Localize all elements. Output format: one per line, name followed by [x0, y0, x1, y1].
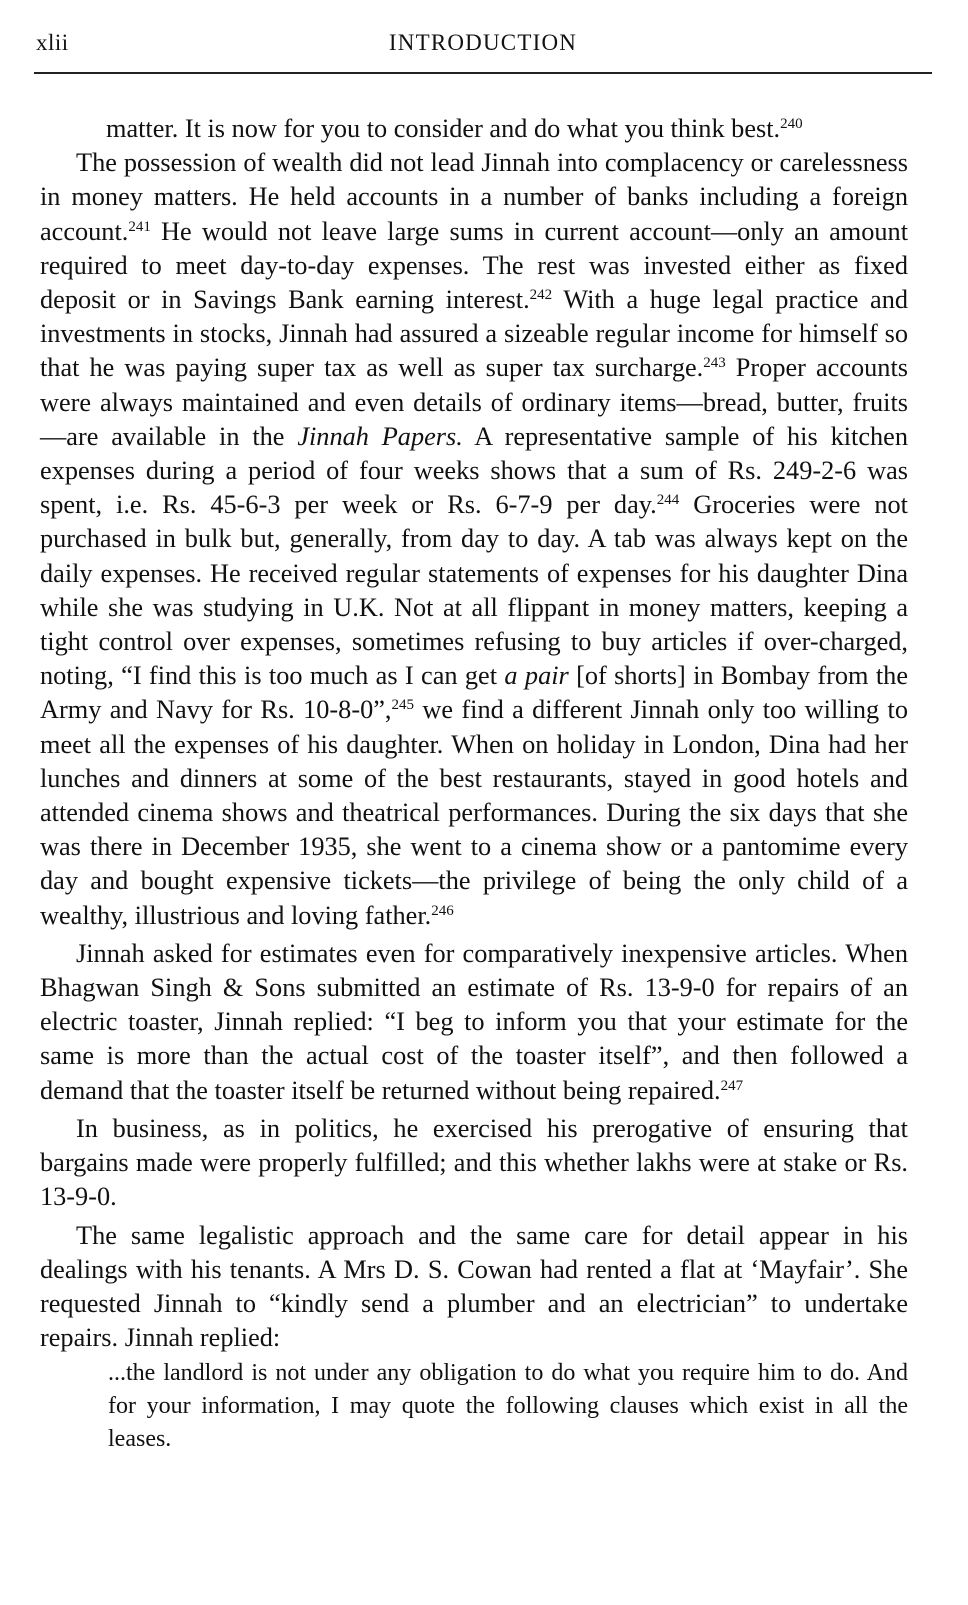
text-run: A representative sample of his kitchen expenses during a period of four weeks shows that a sum of Rs. 249-2-6 was spent, i.e. Rs. 45-6-3 per week or Rs. 6-7-9 per day. [40, 421, 908, 520]
text-run: we find a different Jinnah only too willing to meet all the expenses of his daughter. When on holiday in London, Dina had her lunches and dinners at some of the best restaurants, stayed in good hotels and attended cinema shows and theatrical performances. During the six days that she was there in December 1935, she went to a cinema show or a pantomime every day and bought expensive tickets—the privilege of being the only child of a wealthy, illustrious and loving father. [40, 695, 909, 930]
page-body [40, 112, 908, 1456]
text-run: matter. It is now for you to consider and do what you think best. [106, 114, 781, 143]
footnote-ref: 240 [780, 116, 803, 132]
text-run: ...the landlord is not under any obligation to do what you require him to do. And for your information, I may quote the following clauses which exist in all the leases. [108, 1360, 908, 1453]
running-title: INTRODUCTION [388, 30, 578, 55]
text-run: Groceries were not purchased in bulk but, generally, from day to day. A tab was always kept on the daily expenses. He received regular statements of expenses for his daughter Dina while she was studying in U.K. Not at all flippant in money matters, keeping a tight control over expenses, sometimes refusing to buy articles if over-charged, noting, “I find this is too much as I can get [40, 490, 908, 691]
footnote-ref: 244 [656, 492, 680, 509]
footnote-ref: 245 [391, 697, 414, 714]
block-quote-text [108, 1357, 908, 1456]
body-paragraph [40, 1112, 908, 1215]
page-number: xlii [36, 30, 69, 55]
footnote-ref: 243 [703, 355, 726, 372]
italic-text: Jinnah Papers. [297, 421, 463, 451]
text-run: He would not leave large sums in current account—only an amount required to meet day-to-day expenses. The rest was invested either as fixed deposit or in Savings Bank earning interest. [40, 216, 908, 315]
text-run: Proper accounts were always maintained and even details of ordinary items—bread, butter, fruits—are available in the [40, 353, 908, 451]
body-paragraph [40, 1219, 908, 1356]
text-run: Jinnah asked for estimates even for comparatively inexpensive articles. When Bhagwan Singh & Sons submitted an estimate of Rs. 13-9-0 for repairs of an electric toaster, Jinnah replied: “I beg to inform you that your estimate for the same is more than the actual cost of the toaster itself”, and then followed a demand that the toaster itself be returned without being repaired. [40, 938, 908, 1105]
text-run: The possession of wealth did not lead Jinnah into complacency or carelessness in money matters. He held accounts in a number of banks including a foreign account. [40, 148, 908, 246]
footnote-ref: 241 [128, 218, 151, 235]
footnote-ref: 247 [720, 1077, 744, 1094]
footnote-ref: 242 [529, 287, 553, 304]
footnote-ref: 246 [431, 902, 454, 919]
body-paragraph [40, 146, 908, 933]
body-paragraph [40, 937, 908, 1108]
text-run: In business, as in politics, he exercised his prerogative of ensuring that bargains made were properly fulfilled; and this whether lakhs were at stake or Rs. 13-9-0. [40, 1113, 908, 1212]
block-quote [108, 1357, 908, 1456]
text-run: The same legalistic approach and the same care for detail appear in his dealings with his tenants. A Mrs D. S. Cowan had rented a flat at ‘Mayfair’. She requested Jinnah to “kindly send a plumber and an electrician” to undertake repairs. Jinnah replied: [40, 1220, 908, 1353]
italic-text: a pair [504, 661, 569, 691]
text-run: [of shorts] in Bombay from the Army and Navy for Rs. 10-8-0”, [40, 661, 908, 725]
text-run: With a huge legal practice and investments in stocks, Jinnah had assured a sizeable regular income for himself so that he was paying super tax as well as super tax surcharge. [40, 285, 908, 383]
running-header [34, 28, 932, 74]
continued-quotation-line [40, 112, 908, 146]
